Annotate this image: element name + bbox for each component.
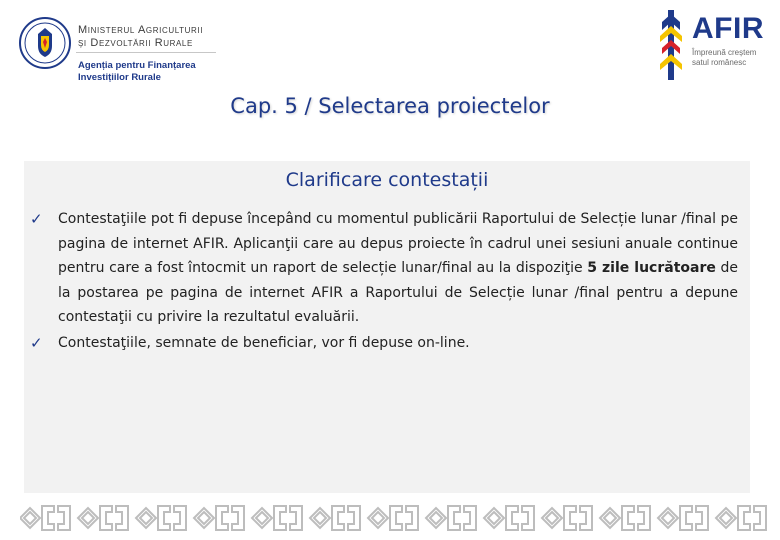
agency-line-2: Investițiilor Rurale — [78, 72, 161, 83]
afir-tagline — [692, 48, 756, 68]
decorative-footer-border — [20, 500, 770, 536]
check-mark-icon: ✓ — [30, 210, 43, 228]
romania-crest-logo — [18, 16, 72, 70]
slide-title: Cap. 5 / Selectarea proiectelor — [230, 94, 550, 118]
afir-tagline-line-1: Împreună creștem — [692, 48, 757, 57]
bullet-1-text-start: Contestaţiile pot fi depuse începând cu momentul publicării Raportului de Selecție lunar /final pe pagina de internet AFIR. Aplicanţii care au depus proiecte în cadrul unei sesiuni anuale continue pentru care a fost întocmit un raport de selecție lunar/final au la dispoziţie — [58, 211, 738, 276]
panel-title: Clarificare contestații — [285, 169, 489, 191]
afir-tagline-line-2: satul românesc — [692, 58, 747, 67]
ministry-line-2: şi Dezvoltării Rurale — [78, 37, 193, 49]
ministry-header — [14, 10, 254, 90]
afir-wordmark: AFIR — [692, 12, 764, 45]
bullet-list — [30, 207, 738, 356]
header-divider — [76, 52, 216, 53]
bullet-1-text-end: de la postarea pe pagina de internet AFIR a Raportului de Selecție lunar /final pentru a depune contestaţii cu privire la rezultatul evaluării. — [58, 260, 738, 325]
ministry-name — [78, 24, 203, 50]
afir-logo — [654, 8, 688, 80]
check-mark-icon: ✓ — [30, 333, 43, 352]
afir-header — [654, 8, 774, 80]
content-panel — [24, 161, 750, 493]
agency-name — [78, 60, 196, 84]
ministry-line-1: Ministerul Agriculturii — [78, 24, 204, 36]
bullet-1-bold: 5 zile lucrătoare — [587, 260, 716, 276]
bullet-2-text: Contestaţiile, semnate de beneficiar, vor fi depuse on-line. — [58, 334, 470, 351]
agency-line-1: Agenția pentru Finanțarea — [78, 60, 196, 71]
bullet-item-1 — [30, 207, 738, 330]
bullet-item-2 — [30, 331, 738, 356]
